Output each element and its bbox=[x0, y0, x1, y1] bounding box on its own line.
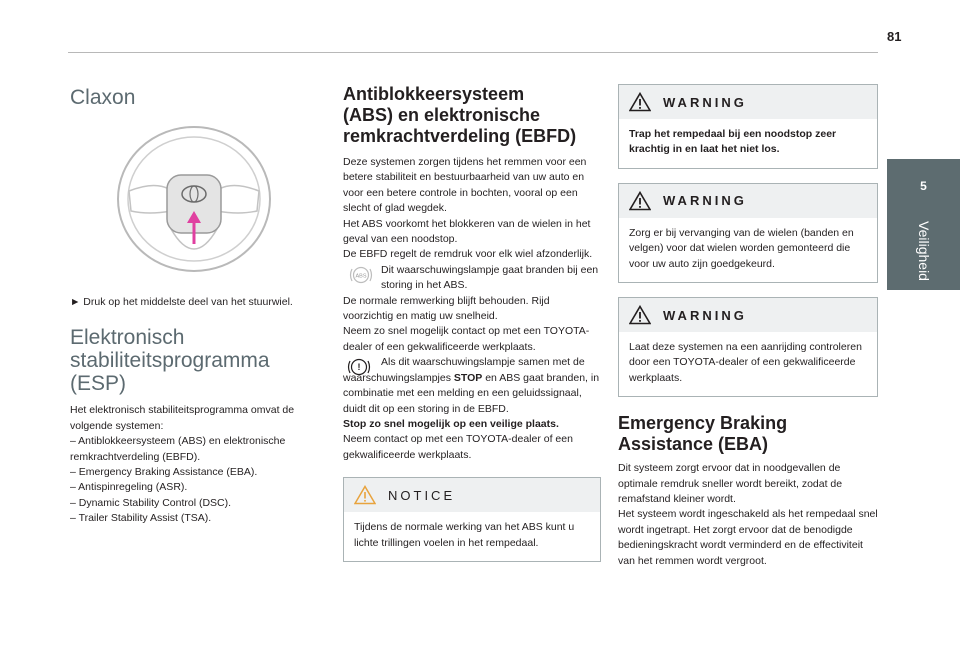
warning-box bbox=[618, 297, 878, 397]
abs-paragraph: De normale remwerking blijft behouden. Rijd voorzichtig en matig uw snelheid. bbox=[343, 294, 550, 323]
esp-intro: Het elektronisch stabiliteitsprogramma omvat de volgende systemen: bbox=[70, 404, 295, 432]
warning-triangle-icon bbox=[629, 305, 651, 325]
chapter-tab-label-text: Veiligheid bbox=[915, 221, 932, 281]
warning-text: Zorg er bij vervanging van de wielen (banden en velgen) voor dat wielen worden gemonteerd die voor uw auto zijn goedgekeurd. bbox=[629, 226, 854, 270]
column-left bbox=[70, 80, 318, 527]
abs-paragraph: Neem zo snel mogelijk contact op met een TOYOTA-dealer of een gekwalificeerde werkplaats. bbox=[343, 325, 590, 353]
chapter-tab-number[interactable]: 5 bbox=[887, 159, 960, 212]
abs-lamp-label: ABS bbox=[355, 273, 367, 280]
header-divider bbox=[68, 52, 878, 53]
warning-text: Laat deze systemen na een aanrijding controleren door een TOYOTA-dealer of een gekwalificeerde werkplaats. bbox=[629, 341, 862, 384]
eba-paragraph: Het systeem wordt ingeschakeld als het rempedaal snel wordt ingetrapt. Het zorgt ervoor dat de benodigde bedieningskracht wordt verminderd en de effectiviteit van het remmen wordt vergroot. bbox=[618, 508, 878, 567]
steering-wheel-illustration bbox=[109, 119, 279, 275]
claxon-heading: Claxon bbox=[70, 86, 136, 109]
stop-instruction: Stop zo snel mogelijk op een veilige plaats. bbox=[343, 417, 559, 430]
abs-lamp-icon bbox=[349, 265, 373, 285]
abs-lamp1-text: Dit waarschuwingslampje gaat branden bij een storing in het ABS. bbox=[381, 263, 599, 292]
esp-heading-line2: stabiliteitsprogramma bbox=[70, 349, 270, 373]
esp-heading-line1: Elektronisch bbox=[70, 326, 185, 350]
abs-lamp-row bbox=[343, 263, 601, 294]
notice-text: Tijdens de normale werking van het ABS kunt u lichte trillingen voelen in het rempedaal. bbox=[354, 521, 575, 549]
warning-title: WARNING bbox=[663, 94, 747, 110]
eba-heading-line2: Assistance (EBA) bbox=[618, 434, 769, 455]
warning-box bbox=[618, 183, 878, 283]
abs-heading-line2: (ABS) en elektronische bbox=[343, 105, 541, 125]
notice-triangle-icon bbox=[354, 485, 376, 505]
warning-triangle-icon bbox=[629, 92, 651, 112]
abs-heading-line3: remkrachtverdeling (EBFD) bbox=[343, 126, 577, 146]
brake-lamp-text-a: Als dit waarschuwingslampje samen met de waarschuwingslampjes bbox=[343, 356, 585, 384]
column-right bbox=[618, 84, 878, 569]
warning-text: Trap het rempedaal bij een noodstop zeer krachtig in en laat het niet los. bbox=[629, 128, 837, 156]
warning-title: WARNING bbox=[663, 307, 747, 323]
page-number: 81 bbox=[887, 29, 902, 44]
warning-box-header bbox=[619, 298, 877, 332]
abs-paragraph: Neem contact op met een TOYOTA-dealer of een gekwalificeerde werkplaats. bbox=[343, 433, 573, 461]
notice-title: NOTICE bbox=[388, 487, 456, 503]
eba-heading-line1: Emergency Braking bbox=[618, 413, 788, 434]
svg-text:!: ! bbox=[357, 362, 361, 373]
brake-lamp-row bbox=[343, 355, 601, 417]
notice-box bbox=[343, 477, 601, 562]
warning-box-header bbox=[619, 184, 877, 218]
notice-box-header bbox=[344, 478, 600, 512]
claxon-instruction: ► Druk op het middelste deel van het stuurwiel. bbox=[70, 296, 293, 308]
esp-list-item: – Dynamic Stability Control (DSC). bbox=[70, 496, 232, 509]
esp-list-item: – Antispinregeling (ASR). bbox=[70, 481, 188, 494]
warning-box bbox=[618, 84, 878, 169]
brake-lamp-icon bbox=[347, 357, 371, 377]
abs-heading-line1: Antiblokkeersysteem bbox=[343, 84, 525, 104]
warning-triangle-icon bbox=[629, 191, 651, 211]
brake-lamp-text bbox=[343, 355, 601, 417]
esp-heading-line3: (ESP) bbox=[70, 372, 127, 396]
brake-lamp-text-b: en ABS gaat branden, in combinatie met een melding en een geluidssignaal, duidt dit op een storing in de EBFD. bbox=[343, 371, 600, 415]
abs-paragraph: De EBFD regelt de remdruk voor elk wiel afzonderlijk. bbox=[343, 248, 593, 261]
chapter-tab-label[interactable] bbox=[887, 212, 960, 290]
column-middle bbox=[343, 80, 601, 562]
stop-label: STOP bbox=[453, 371, 483, 384]
warning-box-header bbox=[619, 85, 877, 119]
warning-title: WARNING bbox=[663, 193, 747, 209]
esp-list-item: – Emergency Braking Assistance (EBA). bbox=[70, 466, 258, 479]
esp-list-item: – Antiblokkeersysteem (ABS) en elektronische remkrachtverdeling (EBFD). bbox=[70, 435, 286, 463]
abs-paragraph: Deze systemen zorgen tijdens het remmen voor een betere stabiliteit en bestuurbaarheid van uw auto en voor een betere controle in bochten, vooral op een slecht of glad wegdek. bbox=[343, 156, 587, 215]
abs-paragraph: Het ABS voorkomt het blokkeren van de wielen in het geval van een noodstop. bbox=[343, 217, 591, 246]
eba-paragraph: Dit systeem zorgt ervoor dat in noodgevallen de optimale remdruk sneller wordt bereikt, zodat de remafstand kleiner wordt. bbox=[618, 462, 843, 506]
esp-list-item: – Trailer Stability Assist (TSA). bbox=[70, 512, 212, 525]
